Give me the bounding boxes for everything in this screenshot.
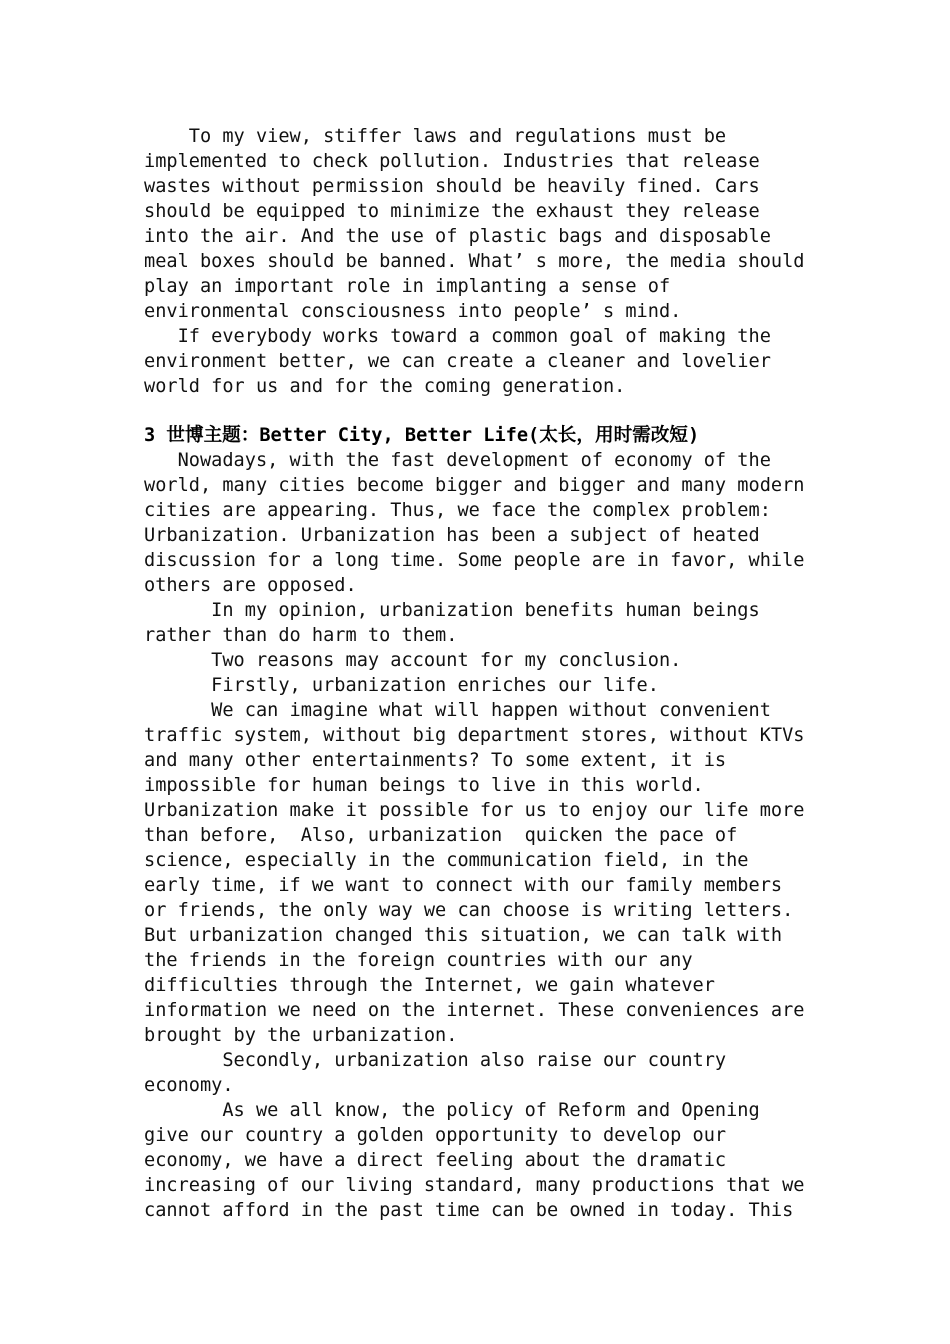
paragraph-line: To my view, stiffer laws and regulations must be [144, 126, 727, 147]
paragraph-line: world for us and for the coming generation. [144, 376, 626, 397]
paragraph-line: environmental consciousness into people’ s mind. [144, 301, 682, 322]
paragraph-line: cities are appearing. Thus, we face the complex problem: [144, 500, 771, 521]
paragraph-line: others are opposed. [144, 575, 357, 596]
paragraph-line: implemented to check pollution. Industries that release [144, 151, 760, 172]
paragraph-line: cannot afford in the past time can be owned in today. This [144, 1200, 794, 1221]
paragraph-line: increasing of our living standard, many productions that we [144, 1175, 805, 1196]
paragraph-line: world, many cities become bigger and bigger and many modern [144, 475, 805, 496]
paragraph-line: play an important role in implanting a sense of [144, 276, 671, 297]
paragraph-line: Nowadays, with the fast development of economy of the [144, 450, 771, 471]
paragraph-line: But urbanization changed this situation, we can talk with [144, 925, 783, 946]
paragraph-line: difficulties through the Internet, we gain whatever [144, 975, 715, 996]
section-heading: 3 世博主题：Better City, Better Life(太长，用时需改短) [144, 425, 700, 446]
paragraph-line: traffic system, without big department stores, without KTVs [144, 725, 805, 746]
paragraph-line: Firstly, urbanization enriches our life. [144, 675, 659, 696]
paragraph-line: Two reasons may account for my conclusion. [144, 650, 682, 671]
paragraph-line: discussion for a long time. Some people are in favor, while [144, 550, 805, 571]
paragraph-line: give our country a golden opportunity to develop our [144, 1125, 727, 1146]
paragraph-line: meal boxes should be banned. What’ s more, the media should [144, 251, 805, 272]
paragraph-line: As we all know, the policy of Reform and Opening [144, 1100, 760, 1121]
paragraph-line: environment better, we can create a cleaner and lovelier [144, 351, 771, 372]
paragraph-line: brought by the urbanization. [144, 1025, 458, 1046]
paragraph-line: Urbanization. Urbanization has been a subject of heated [144, 525, 760, 546]
paragraph-line: economy, we have a direct feeling about the dramatic [144, 1150, 727, 1171]
paragraph-line: or friends, the only way we can choose is writing letters. [144, 900, 794, 921]
paragraph-line: early time, if we want to connect with our family members [144, 875, 783, 896]
paragraph-line: economy. [144, 1075, 234, 1096]
paragraph-line: wastes without permission should be heavily fined. Cars [144, 176, 760, 197]
paragraph-line: and many other entertainments? To some extent, it is [144, 750, 727, 771]
paragraph-line: Urbanization make it possible for us to enjoy our life more [144, 800, 805, 821]
paragraph-line: into the air. And the use of plastic bags and disposable [144, 226, 771, 247]
paragraph-line: should be equipped to minimize the exhaust they release [144, 201, 760, 222]
paragraph-line: In my opinion, urbanization benefits human beings [144, 600, 760, 621]
paragraph-line: rather than do harm to them. [144, 625, 458, 646]
paragraph-line: information we need on the internet. These conveniences are [144, 1000, 805, 1021]
paragraph-line: We can imagine what will happen without convenient [144, 700, 771, 721]
paragraph-line: the friends in the foreign countries with our any [144, 950, 693, 971]
paragraph-line: If everybody works toward a common goal of making the [144, 326, 771, 347]
paragraph-line: Secondly, urbanization also raise our country [144, 1050, 727, 1071]
paragraph-line: impossible for human beings to live in this world. [144, 775, 704, 796]
paragraph-line: science, especially in the communication field, in the [144, 850, 749, 871]
paragraph-line: than before, Also, urbanization quicken the pace of [144, 825, 738, 846]
